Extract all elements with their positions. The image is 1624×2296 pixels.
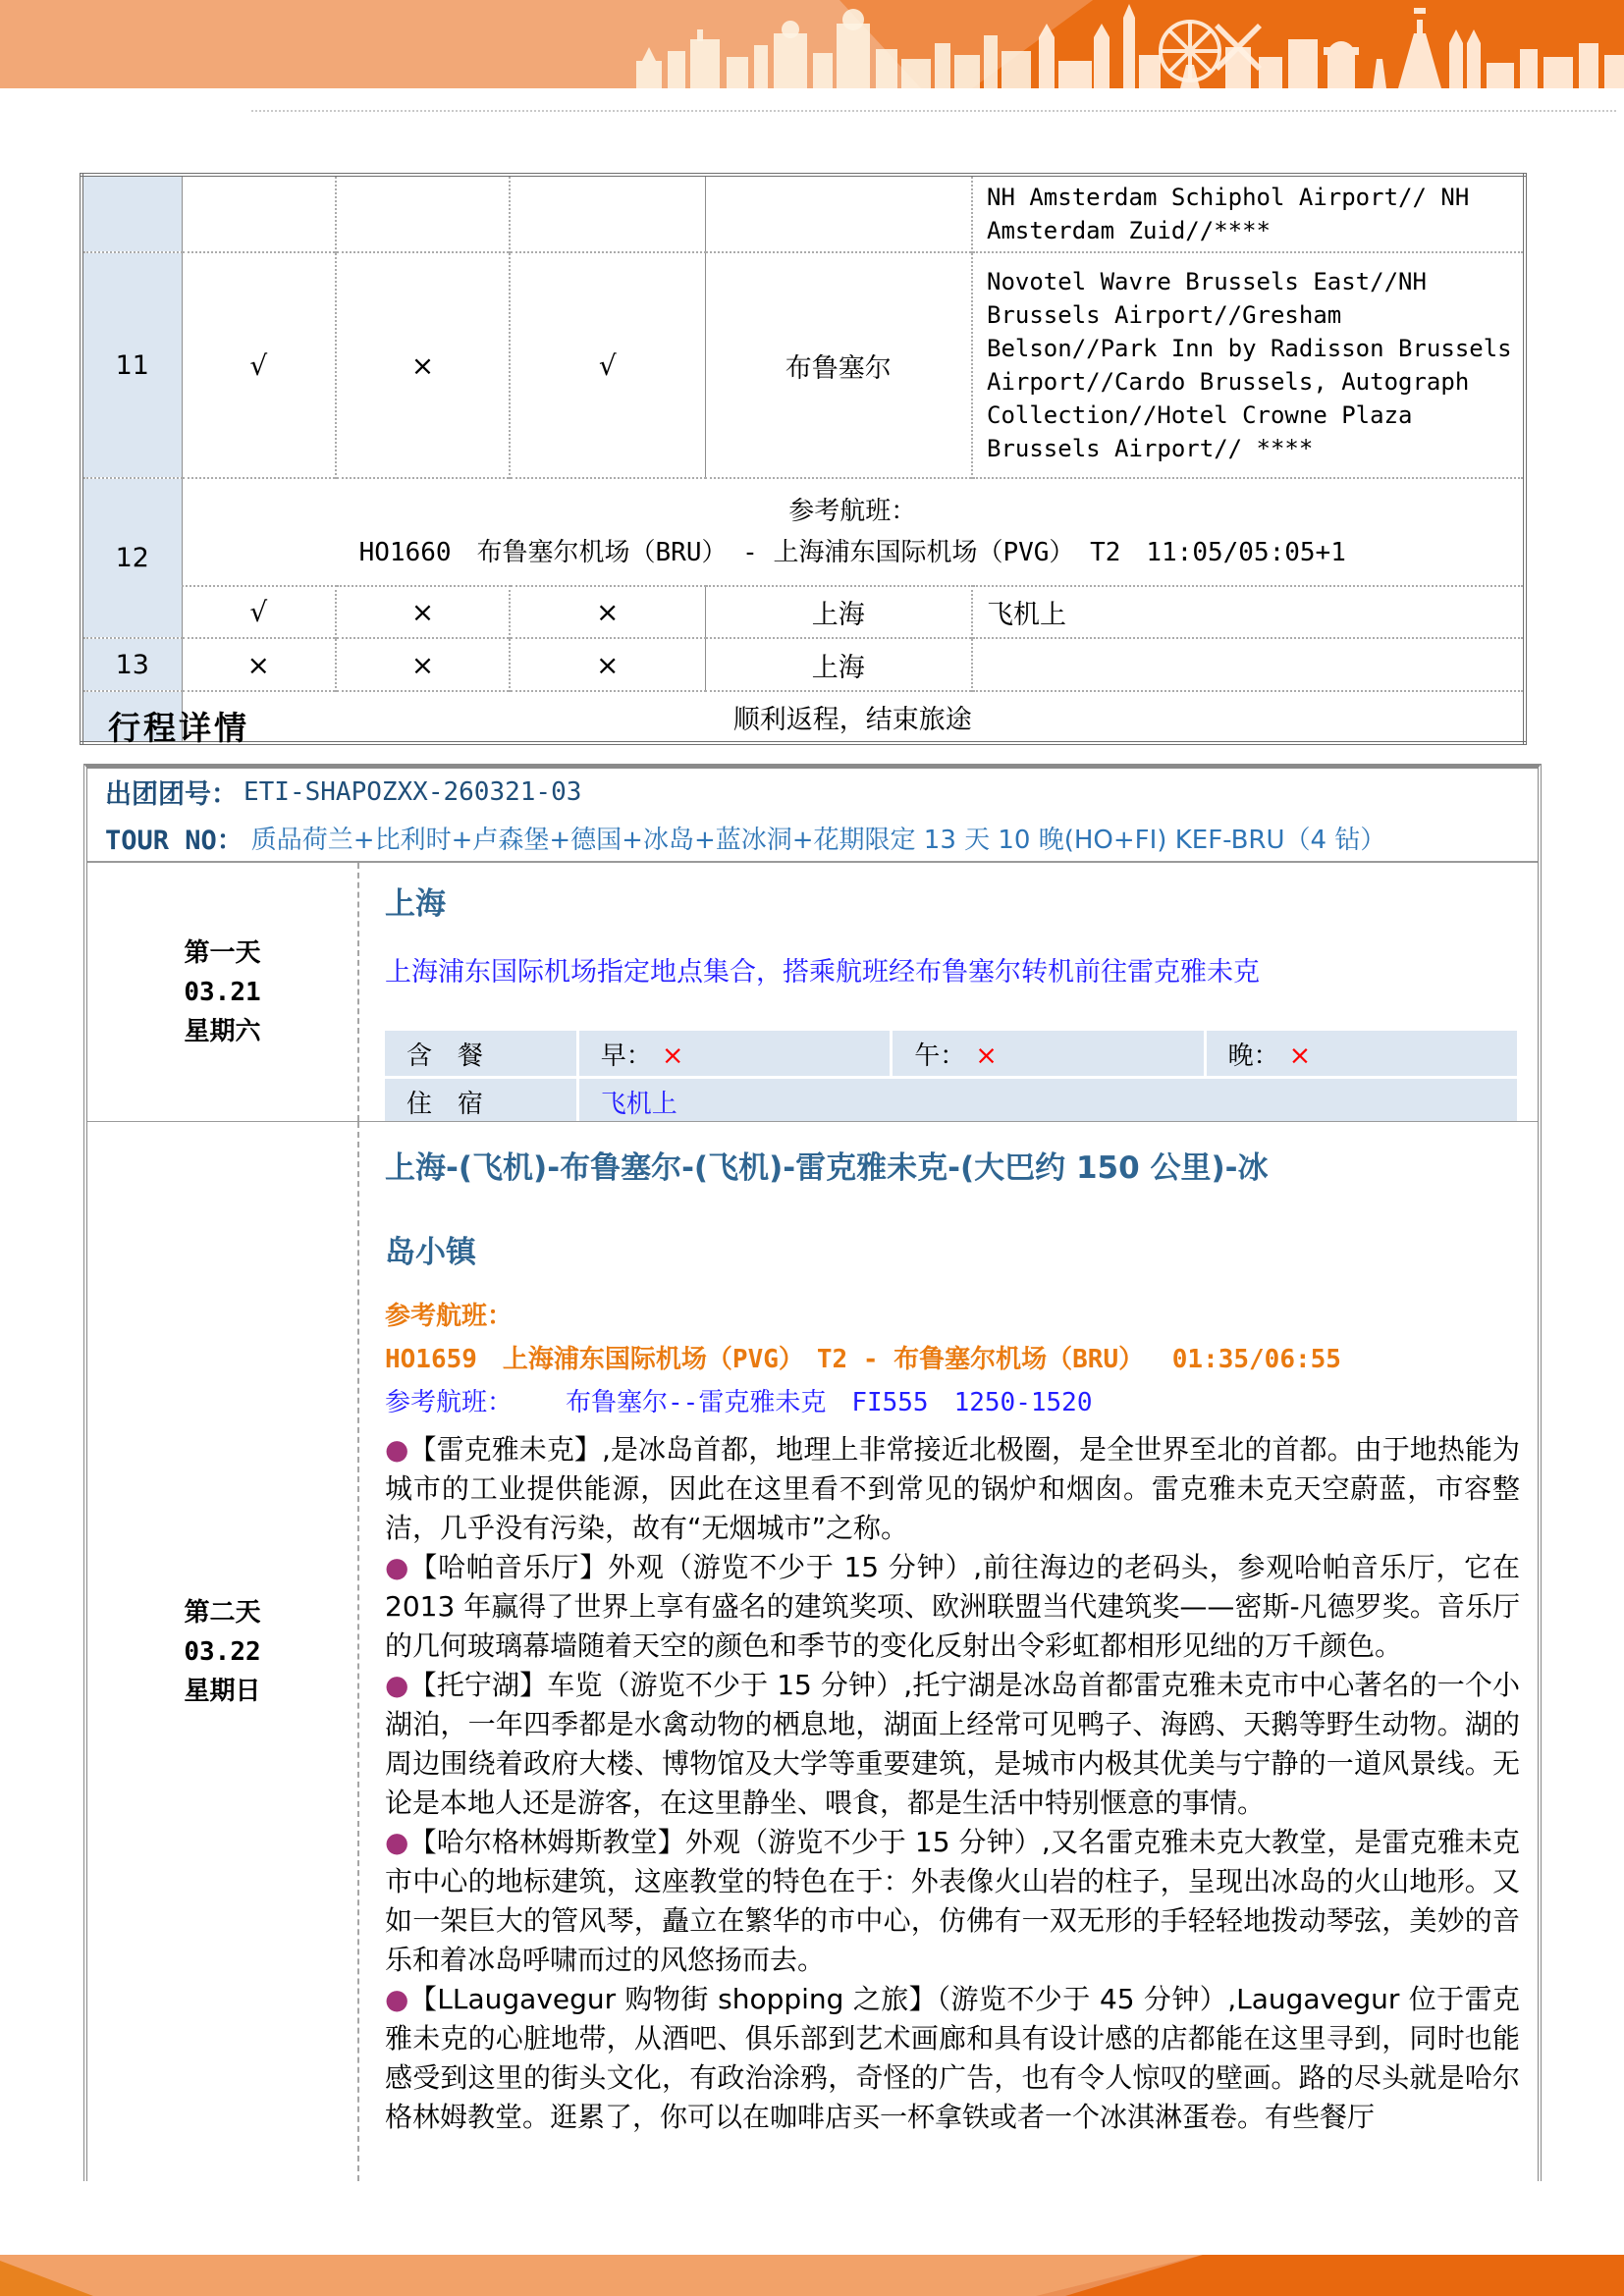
details-heading: 行程详情 — [108, 709, 249, 747]
day-cell: 13 — [81, 638, 182, 691]
breakfast-cell: × — [182, 638, 336, 691]
day1-weekday: 星期六 — [184, 1016, 261, 1046]
day1-content — [359, 863, 1538, 1121]
dinner-cross: × — [1288, 1040, 1312, 1071]
paragraph-hallgrimskirkja: ●【哈尔格林姆斯教堂】外观（游览不少于 15 分钟）,又名雷克雅未克大教堂，是雷克雅未克市中心的地标建筑，这座教堂的特色在于：外表像火山岩的柱子，呈现出冰岛的火山地形。又如一架巨大的管风琴，矗立在繁华的市中心，仿佛有一双无形的手轻轻地拨动琴弦，美妙的音乐和着冰岛呼啸而过的风悠扬而去。 — [385, 1826, 1520, 1976]
tour-no-value: 质品荷兰+比利时+卢森堡+德国+冰岛+蓝冰洞+花期限定 13 天 10 晚(HO+FI) KEF-BRU（4 钻） — [250, 826, 1386, 855]
day1-row — [87, 863, 1538, 1122]
flight1-info: HO1659 上海浦东国际机场（PVG） T2 - 布鲁塞尔机场（BRU） 01:35/06:55 — [385, 1345, 1341, 1374]
dinner-cell: × — [510, 586, 705, 638]
lunch-cell: × — [336, 586, 510, 638]
stay-value: 飞机上 — [600, 1089, 677, 1119]
day1-title: 上海 — [385, 886, 446, 922]
footer-banner — [0, 2255, 1624, 2296]
tour-no-label: TOUR NO： — [105, 826, 244, 856]
closing-cell: 顺利返程，结束旅途 — [182, 691, 1525, 743]
table-row — [81, 478, 1525, 586]
table-row — [81, 638, 1525, 691]
summary-table — [80, 173, 1527, 745]
lunch-cross: × — [975, 1040, 998, 1071]
bullet-icon: ● — [385, 1551, 410, 1583]
dinner-cell: √ — [510, 252, 705, 478]
paragraph-tjornin: ●【托宁湖】车览（游览不少于 15 分钟）,托宁湖是冰岛首都雷克雅未克市中心著名的一个小湖泊，一年四季都是水禽动物的栖息地，湖面上经常可见鸭子、海鸥、天鹅等野生动物。湖的周边围绕着政府大楼、博物馆及大学等重要建筑，是城市内极其优美与宁静的一道风景线。无论是本地人还是游客，在这里静坐、喂食，都是生活中特别惬意的事情。 — [385, 1669, 1520, 1819]
bullet-icon: ● — [385, 1983, 409, 2015]
table-row — [81, 175, 1525, 252]
flight-ref2-label: 参考航班： — [385, 1388, 514, 1417]
tour-no-row — [87, 815, 1538, 863]
stay-value-cell — [579, 1079, 1517, 1121]
flight-info-cell — [182, 478, 1525, 586]
stay-cell: 飞机上 — [972, 586, 1525, 638]
day-cell: 12 — [81, 478, 182, 638]
bullet-icon: ● — [385, 1433, 409, 1466]
day2-paragraphs — [385, 1430, 1520, 2137]
hotel-cell: Novotel Wavre Brussels East//NH Brussels Airport//Gresham Belson//Park Inn by Radisson Brussels Airport//Cardo Brussels, Autograph Collection//Hotel Crowne Plaza Brussels Airport// **** — [972, 252, 1525, 478]
meal-label: 含 餐 — [385, 1031, 576, 1076]
lunch-cell: 午： × — [893, 1031, 1203, 1076]
city-cell: 上海 — [705, 586, 972, 638]
paragraph-laugavegur: ●【LLaugavegur 购物街 shopping 之旅】（游览不少于 45 分钟）,Laugavegur 位于雷克雅未克的心脏地带，从酒吧、俱乐部到艺术画廊和具有设计感的店都能在这里寻到，同时也能感受到这里的街头文化，有政治涂鸦，奇怪的广告，也有令人惊叹的壁画。路的尽头就是哈尔格林姆教堂。逛累了，你可以在咖啡店买一杯拿铁或者一个冰淇淋蛋卷。有些餐厅 — [385, 1983, 1521, 2133]
day1-description: 上海浦东国际机场指定地点集合，搭乘航班经布鲁塞尔转机前往雷克雅未克 — [385, 957, 1260, 988]
breakfast-cell: √ — [182, 252, 336, 478]
table-row — [81, 252, 1525, 478]
day1-date: 03.21 — [184, 977, 261, 1007]
lunch-cell: × — [336, 252, 510, 478]
day2-label — [87, 1122, 359, 2181]
city-skyline-graphic — [0, 0, 1624, 88]
day1-name: 第一天 — [184, 937, 261, 968]
day2-title: 上海-(飞机)-布鲁塞尔-(飞机)-雷克雅未克-(大巴约 150 公里)-冰 岛小镇 — [385, 1150, 1269, 1270]
header-divider-line — [251, 110, 1616, 112]
flight2-info: 布鲁塞尔--雷克雅未克 FI555 1250-1520 — [566, 1388, 1093, 1417]
dinner-cell: 晚： × — [1207, 1031, 1517, 1076]
group-no-label: 出团团号： — [105, 779, 238, 810]
footer-dark-shape — [0, 2255, 1624, 2296]
lunch-cell: × — [336, 638, 510, 691]
day1-label — [87, 863, 359, 1121]
table-row — [81, 586, 1525, 638]
stay-row — [385, 1079, 1517, 1121]
flight-ref-label: 参考航班： — [385, 1302, 514, 1331]
breakfast-cell: √ — [182, 586, 336, 638]
header-banner — [0, 0, 1624, 88]
details-table — [83, 764, 1542, 2181]
day-cell — [81, 175, 182, 252]
dinner-cell: × — [510, 638, 705, 691]
hotel-cell: NH Amsterdam Schiphol Airport// NH Amsterdam Zuid//**** — [987, 184, 1470, 244]
breakfast-cell: 早： × — [579, 1031, 890, 1076]
group-no-row — [87, 769, 1538, 815]
day-cell: 11 — [81, 252, 182, 478]
flight-ref-label: 参考航班： — [788, 497, 917, 526]
day1-meal-table — [382, 1028, 1520, 1121]
flight-info: HO1660 布鲁塞尔机场（BRU） - 上海浦东国际机场（PVG） T2 11:05/05:05+1 — [358, 538, 1346, 567]
stay-cell — [972, 638, 1525, 691]
flight2-row — [385, 1381, 1520, 1424]
day2-row — [87, 1122, 1538, 2181]
city-cell: 上海 — [705, 638, 972, 691]
day2-content — [359, 1122, 1538, 2181]
paragraph-reykjavik: ●【雷克雅未克】,是冰岛首都，地理上非常接近北极圈，是全世界至北的首都。由于地热能为城市的工业提供能源，因此在这里看不到常见的锅炉和烟囱。雷克雅未克天空蔚蓝，市容整洁，几乎没有污染，故有“无烟城市”之称。 — [385, 1433, 1520, 1544]
bullet-icon: ● — [385, 1669, 409, 1701]
group-no-value: ETI-SHAPOZXX-260321-03 — [244, 776, 582, 807]
day2-name: 第二天 — [184, 1597, 261, 1628]
table-row — [81, 691, 1525, 743]
meal-row — [385, 1031, 1517, 1076]
bullet-icon: ● — [385, 1826, 409, 1858]
breakfast-cross: × — [661, 1040, 684, 1071]
city-cell: 布鲁塞尔 — [705, 252, 972, 478]
stay-label: 住 宿 — [385, 1079, 576, 1121]
day2-date: 03.22 — [184, 1636, 261, 1667]
day2-weekday: 星期日 — [184, 1676, 261, 1706]
paragraph-harpa: ●【哈帕音乐厅】外观（游览不少于 15 分钟）,前往海边的老码头，参观哈帕音乐厅，它在 2013 年赢得了世界上享有盛名的建筑奖项、欧洲联盟当代建筑奖——密斯-凡德罗奖。音乐厅的几何玻璃幕墙随着天空的颜色和季节的变化反射出令彩虹都相形见绌的万千颜色。 — [385, 1551, 1520, 1662]
